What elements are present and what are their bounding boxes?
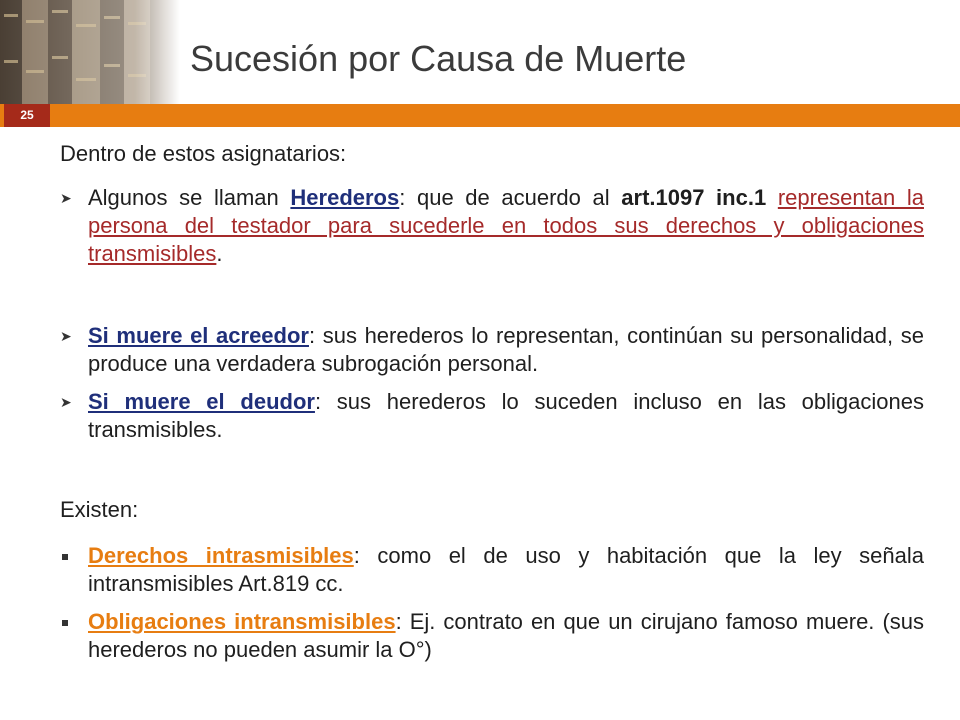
arrow-bullet-icon: ➤: [60, 394, 72, 410]
bullet-acreedor: ➤ Si muere el acreedor: sus herederos lo representan, continúan su personalidad, se produce una verdadera subrogación personal.: [60, 323, 925, 376]
existen-heading: Existen:: [60, 497, 139, 522]
slide-number-badge: 25: [4, 104, 50, 127]
square-bullet-icon: [62, 620, 68, 626]
bullet-obligaciones-intransmisibles: Obligaciones intransmisibles: Ej. contrato en que un cirujano famoso muere. (sus herederos no pueden asumir la O°): [60, 608, 924, 664]
slide-body: [60, 140, 924, 664]
term-herederos: Herederos: [290, 185, 400, 210]
herederos-definition: representan la persona del testador para sucederle en todos sus derechos y obligaciones transmisibles: [88, 185, 924, 266]
bullet-deudor: ➤ Si muere el deudor: sus herederos lo suceden incluso en las obligaciones transmisibles.: [60, 389, 924, 442]
square-bullet-icon: [62, 554, 68, 560]
term-acreedor: Si muere el acreedor: [88, 323, 309, 348]
intro-text: Dentro de estos asignatarios:: [60, 141, 347, 166]
term-obligaciones-intransmisibles: Obligaciones intransmisibles: [88, 609, 396, 634]
bullet-derechos-intrasmisibles: Derechos intrasmisibles: como el de uso y habitación que la ley señala intransmisibles Art.819 cc.: [60, 542, 924, 598]
term-deudor: Si muere el deudor: [88, 389, 315, 414]
term-derechos-intrasmisibles: Derechos intrasmisibles: [88, 543, 354, 568]
accent-bar: [0, 104, 960, 127]
arrow-bullet-icon: ➤: [60, 328, 72, 344]
slide-title: Sucesión por Causa de Muerte: [190, 38, 687, 79]
article-ref: art.1097 inc.1: [621, 185, 767, 210]
books-header-image: [0, 0, 180, 110]
bullet-herederos: ➤ Algunos se llaman Herederos: que de acuerdo al art.1097 inc.1 representan la persona del testador para sucederle en todos sus derechos y obligaciones transmisibles.: [60, 185, 924, 266]
arrow-bullet-icon: ➤: [60, 190, 72, 206]
